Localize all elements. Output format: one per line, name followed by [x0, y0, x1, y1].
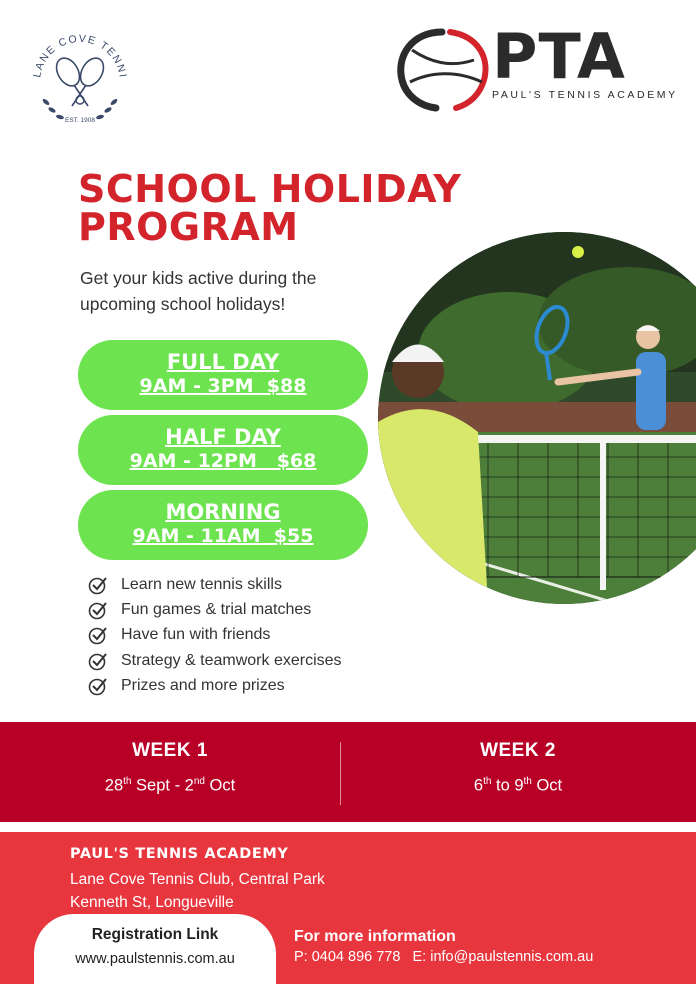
feature-list	[88, 572, 408, 698]
session-detail: 9AM - 3PM $88	[139, 375, 307, 397]
feature-text: Strategy & teamwork exercises	[121, 651, 342, 669]
date-start: 6	[473, 776, 484, 795]
check-circle-icon	[88, 651, 108, 671]
check-circle-icon	[88, 676, 108, 696]
session-detail: 9AM - 12PM $68	[129, 450, 317, 472]
date-suffix: nd	[193, 776, 205, 787]
week-dates	[0, 776, 340, 796]
session-full-day	[78, 340, 368, 410]
registration-link[interactable]: www.paulstennis.com.au	[75, 951, 235, 967]
address-line-2: Kenneth St, Longueville	[70, 894, 234, 911]
date-start: 28	[104, 776, 124, 795]
session-morning	[78, 490, 368, 560]
date-suffix: th	[523, 776, 532, 787]
week-title: WEEK 2	[480, 740, 556, 761]
session-half-day	[78, 415, 368, 485]
tennis-photo	[378, 232, 696, 604]
week-2	[348, 722, 688, 796]
list-item	[88, 673, 408, 698]
feature-text: Learn new tennis skills	[121, 575, 282, 593]
date-mid: Sept - 2	[131, 776, 194, 795]
headline-line-1: SCHOOL HOLIDAY	[78, 167, 462, 211]
list-item	[88, 597, 408, 622]
session-detail: 9AM - 11AM $55	[132, 525, 314, 547]
pta-logo-letters: PTA	[492, 20, 626, 93]
feature-text: Prizes and more prizes	[121, 676, 285, 694]
week-1	[0, 722, 340, 796]
intro-text: Get your kids active during the upcoming school holidays!	[80, 268, 317, 314]
svg-text:LANE COVE TENNIS CLUB	[24, 22, 129, 79]
address-line-1: Lane Cove Tennis Club, Central Park	[70, 871, 325, 888]
club-logo	[24, 22, 136, 134]
list-item	[88, 572, 408, 597]
session-title: MORNING	[165, 500, 281, 524]
contact-details[interactable]: P: 0404 896 778 E: info@paulstennis.com.au	[294, 949, 594, 965]
check-circle-icon	[88, 575, 108, 595]
session-title: HALF DAY	[165, 425, 281, 449]
check-circle-icon	[88, 625, 108, 645]
contact-info	[294, 928, 593, 965]
contact-heading: For more information	[294, 928, 456, 945]
club-est: EST. 1908	[65, 117, 95, 124]
week-divider	[340, 742, 341, 805]
session-title: FULL DAY	[166, 350, 280, 374]
date-tail: Oct	[204, 776, 236, 795]
week-title: WEEK 1	[132, 740, 208, 761]
feature-text: Fun games & trial matches	[121, 600, 312, 618]
list-item	[88, 623, 408, 648]
venue-address	[70, 868, 325, 914]
academy-name: PAUL'S TENNIS ACADEMY	[70, 846, 289, 862]
page-title	[78, 167, 478, 249]
list-item	[88, 648, 408, 673]
date-suffix: th	[483, 776, 492, 787]
pta-logo-tagline: PAUL'S TENNIS ACADEMY	[492, 89, 678, 101]
headline-line-2: PROGRAM	[78, 205, 299, 249]
registration-card	[34, 914, 276, 1004]
check-circle-icon	[88, 600, 108, 620]
date-suffix: th	[123, 776, 132, 787]
date-mid: to 9	[491, 776, 524, 795]
club-name: LANE COVE TENNI	[31, 32, 129, 80]
date-tail: Oct	[531, 776, 563, 795]
registration-label: Registration Link	[91, 926, 219, 943]
weeks-band	[0, 722, 696, 822]
feature-text: Have fun with friends	[121, 626, 271, 644]
week-dates	[348, 776, 688, 796]
